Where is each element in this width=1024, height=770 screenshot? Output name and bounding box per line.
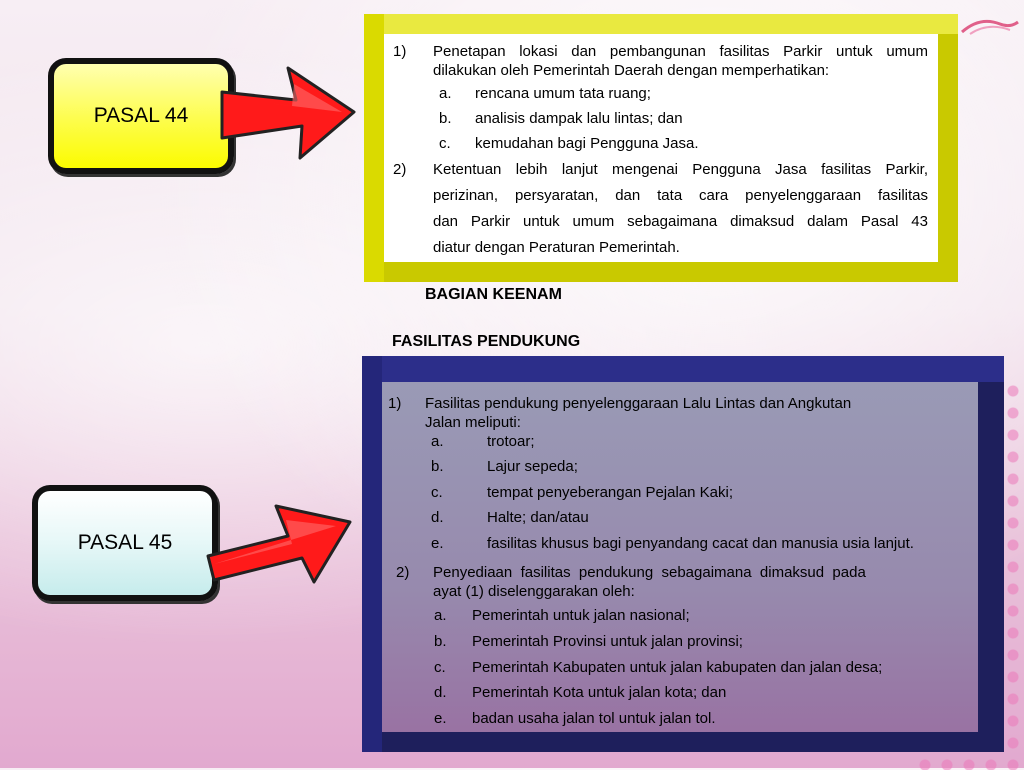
pasal-44-label-box [48,58,234,174]
pasal-44-label: PASAL 44 [93,104,189,127]
item-number: 1) [393,43,407,60]
item-text: Penyediaan fasilitas pendukung sebagaimana dimaksud pada [433,564,866,581]
sub-text: trotoar; [487,433,535,450]
sub-text: Lajur sepeda; [487,458,578,475]
pasal-45-label-box [32,485,218,601]
item-number: 2) [393,161,407,178]
pasal-45-label: PASAL 45 [77,531,173,554]
sub-text: rencana umum tata ruang; [475,85,651,102]
sub-letter: b. [439,110,452,127]
item-text: Jalan meliputi: [425,414,521,431]
sub-letter: b. [431,458,444,475]
section-label: BAGIAN KEENAM [425,286,562,303]
sub-letter: a. [434,607,447,624]
section-title: FASILITAS PENDUKUNG [392,333,581,350]
sub-text: Halte; dan/atau [487,509,589,526]
sub-letter: e. [434,710,447,727]
sub-letter: d. [431,509,444,526]
sub-letter: a. [431,433,444,450]
arrow-right-icon [218,62,358,162]
sub-text: fasilitas khusus bagi penyandang cacat dan manusia usia lanjut. [487,535,914,552]
item-number: 2) [396,564,410,581]
sub-text: analisis dampak lalu lintas; dan [475,110,683,127]
item-text: perizinan, persyaratan, dan tata cara penyelenggaraan fasilitas [433,187,928,204]
sub-text: tempat penyeberangan Pejalan Kaki; [487,484,734,501]
item-text: diatur dengan Peraturan Pemerintah. [433,239,680,256]
sub-text: Pemerintah untuk jalan nasional; [472,607,690,624]
swoosh-icon [960,14,1020,36]
sub-text: Pemerintah Provinsi untuk jalan provinsi; [472,633,743,650]
item-text: dan Parkir untuk umum sebagaimana dimaksud dalam Pasal 43 [433,213,928,230]
item-text: Fasilitas pendukung penyelenggaraan Lalu Lintas dan Angkutan [425,395,852,412]
sub-text: kemudahan bagi Pengguna Jasa. [475,135,699,152]
item-text: dilakukan oleh Pemerintah Daerah dengan memperhatikan: [433,62,830,79]
item-number: 1) [388,395,402,412]
item-text: Penetapan lokasi dan pembangunan fasilitas Parkir untuk umum [433,43,928,60]
sub-letter: c. [434,659,446,676]
sub-text: Pemerintah Kabupaten untuk jalan kabupaten dan jalan desa; [472,659,883,676]
pasal-45-content [382,382,978,732]
sub-letter: d. [434,684,447,701]
sub-text: badan usaha jalan tol untuk jalan tol. [472,710,716,727]
arrow-right-icon [204,486,354,586]
sub-letter: c. [431,484,443,501]
sub-letter: c. [439,135,451,152]
item-text: Ketentuan lebih lanjut mengenai Pengguna Jasa fasilitas Parkir, [433,161,928,178]
sub-letter: e. [431,535,444,552]
item-text: ayat (1) diselenggarakan oleh: [433,583,635,600]
sub-letter: b. [434,633,447,650]
sub-text: Pemerintah Kota untuk jalan kota; dan [472,684,727,701]
sub-letter: a. [439,85,452,102]
